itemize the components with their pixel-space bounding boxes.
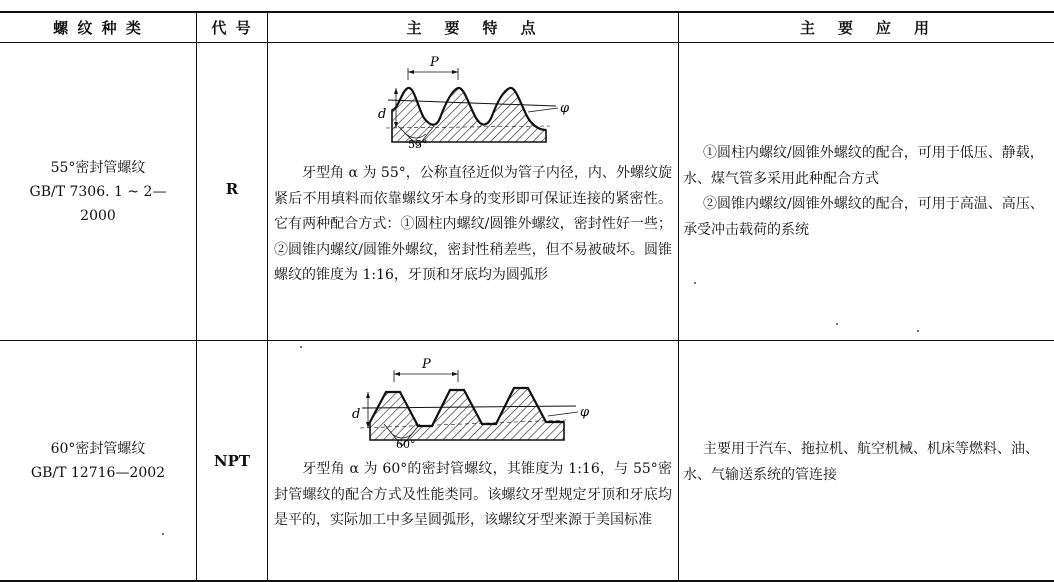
row2-features-text (274, 457, 672, 534)
row1-standard-line2: 2000 (80, 207, 116, 224)
d2-angle-label: 60° (396, 438, 416, 450)
d1-taper-label: φ (560, 101, 570, 116)
d1-angle-label: 55° (408, 138, 428, 151)
header-thread-type: 螺 纹 种 类 (53, 18, 143, 37)
d1-depth-label: d (378, 107, 387, 122)
scan-speck (836, 323, 838, 325)
scan-speck (694, 282, 696, 284)
row2-standard-line1: GB/T 12716—2002 (30, 464, 166, 481)
row1-features: 牙型角 α 为 55°，公称直径近似为管子内径，内、外螺纹旋紧后不用填料而依靠螺纹牙本身的变形即可保证连接的紧密性。它有两种配合方式：①圆柱内螺纹/圆锥外螺纹，密封性好一些；②圆锥内螺纹/圆锥外螺纹，密封性稍差些，但不易被破坏。圆锥螺纹的锥度为 1:16，牙顶和牙底均为圆弧形 (274, 165, 672, 283)
d2-pitch-label: P (422, 357, 431, 372)
scan-speck (300, 346, 302, 348)
column-divider-1 (196, 11, 197, 582)
thread-profile-60-diagram (352, 352, 602, 450)
row1-application-2: ②圆锥内螺纹/圆锥外螺纹的配合，可用于高温、高压、承受冲击载荷的系统 (683, 196, 1044, 238)
d2-depth-label: d (352, 407, 361, 422)
column-divider-3 (678, 11, 679, 582)
row2-code: NPT (213, 452, 251, 470)
row2-applications (683, 437, 1049, 488)
row2-features: 牙型角 α 为 60°的密封管螺纹，其锥度为 1:16，与 55°密封管螺纹的配合方式及性能类同。该螺纹牙型规定牙顶和牙底均是平的，实际加工中多呈圆弧形，该螺纹牙型来源于美国标准 (274, 461, 672, 528)
row1-standard-line1: GB/T 7306. 1 ~ 2— (29, 183, 167, 200)
thread-profile-55-diagram (378, 50, 578, 154)
row1-name: 55°密封管螺纹 (50, 159, 146, 176)
d2-taper-label: φ (580, 405, 590, 420)
header-features: 主 要 特 点 (406, 18, 540, 37)
row1-applications (683, 141, 1049, 243)
row2-application-1: 主要用于汽车、拖拉机、航空机械、机床等燃料、油、水、气输送系统的管连接 (683, 441, 1039, 483)
row1-application-1: ①圆柱内螺纹/圆锥外螺纹的配合，可用于低压、静载，水、煤气管多采用此种配合方式 (683, 145, 1044, 187)
column-divider-2 (267, 11, 268, 582)
row1-code: R (225, 180, 239, 198)
row2-thread-type (0, 341, 196, 580)
scan-speck (162, 533, 164, 535)
row1-features-text (274, 161, 672, 289)
scan-speck (917, 330, 919, 332)
row1-thread-type (0, 43, 196, 340)
header-code: 代 号 (211, 18, 253, 37)
row2-name: 60°密封管螺纹 (50, 440, 146, 457)
d1-pitch-label: P (430, 55, 439, 70)
header-applications: 主 要 应 用 (799, 18, 933, 37)
